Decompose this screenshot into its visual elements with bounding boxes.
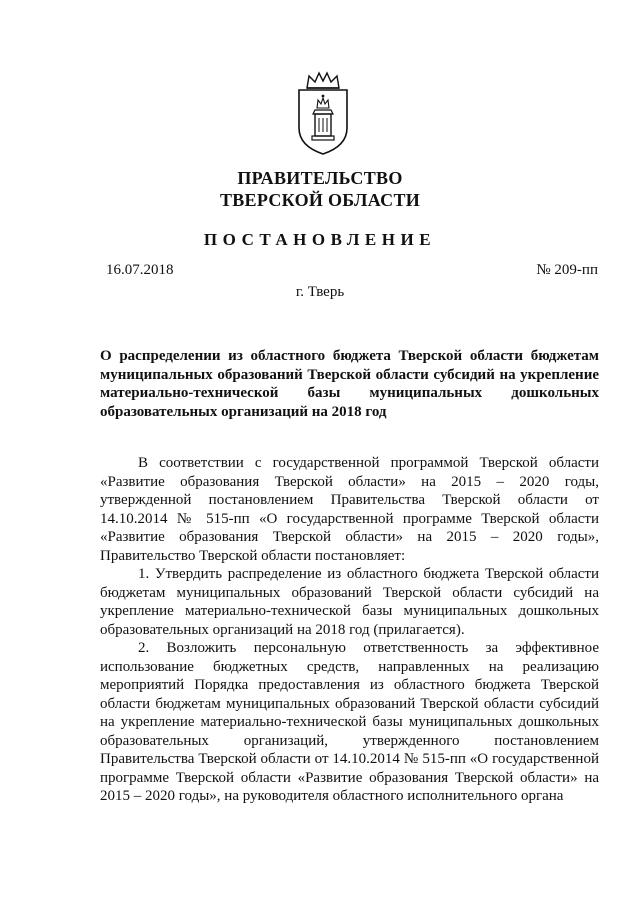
document-type: ПОСТАНОВЛЕНИЕ bbox=[203, 230, 437, 249]
item-1-paragraph: 1. Утвердить распределение из областного бюджета Тверской области бюджетам муниципальных образований Тверской области субсидий на укрепление материально-технической базы муниципальных дошкольных образовательных организаций на 2018 год (прилагается). bbox=[100, 566, 599, 638]
item-2-paragraph: 2. Возложить персональную ответственность за эффективное использование бюджетных средств, направленных на реализацию мероприятий Порядка предоставления из областного бюджета Тверской области бюджетам муниципальных образований Тверской области субсидий на укрепление материально-технической базы муниципальных дошкольных образовательных организаций, утвержденного постановлением Правительства Тверской области от 14.10.2014 № 515-пп «О государственной программе Тверской области «Развитие образования Тверской области» на 2015 – 2020 годы», на руководителя областного исполнительного органа bbox=[100, 640, 599, 804]
coat-of-arms-icon bbox=[295, 70, 351, 156]
government-name-line1: ПРАВИТЕЛЬСТВО bbox=[237, 168, 403, 188]
document-title: О распределении из областного бюджета Тверской области бюджетам муниципальных образований Тверской области субсидий на укрепление материально-технической базы муниципальных дошкольных образовательных организаций на 2018 год bbox=[100, 348, 599, 420]
document-body bbox=[100, 454, 599, 806]
document-number: № 209-пп bbox=[536, 262, 598, 278]
document-date: 16.07.2018 bbox=[106, 262, 174, 278]
document-city: г. Тверь bbox=[295, 284, 345, 300]
preamble-paragraph: В соответствии с государственной программой Тверской области «Развитие образования Тверской области» на 2015 – 2020 годы, утвержденной постановлением Правительства Тверской области от 14.10.2014 № 515-пп «О государственной программе Тверской области «Развитие образования Тверской области» на 2015 – 2020 годы», Правительство Тверской области постановляет: bbox=[100, 455, 599, 564]
government-name-line2: ТВЕРСКОЙ ОБЛАСТИ bbox=[219, 190, 421, 210]
